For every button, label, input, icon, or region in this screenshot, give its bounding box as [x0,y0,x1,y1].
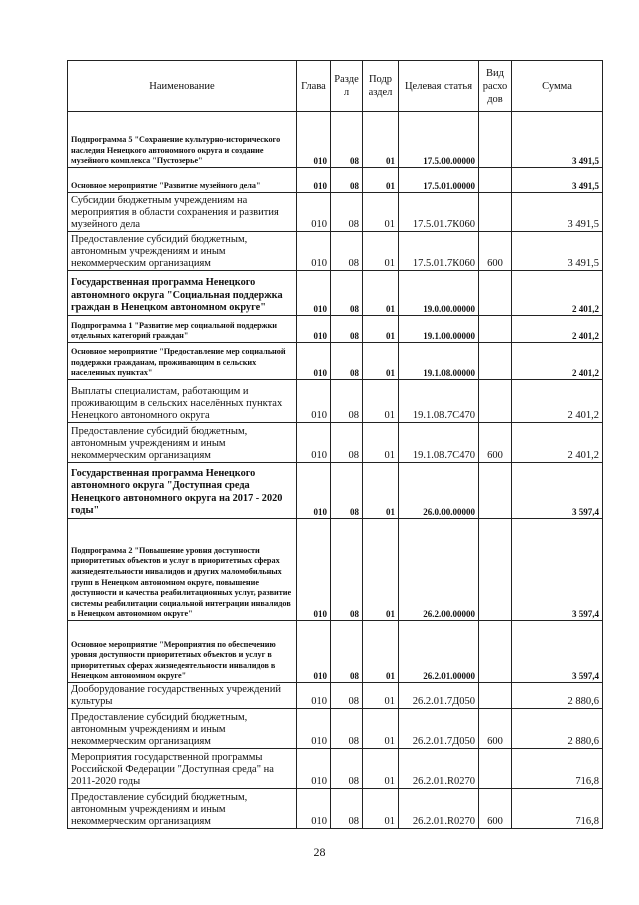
table-row [68,316,603,343]
row-sum: 716,8 [512,789,603,829]
row-sum: 3 597,4 [512,463,603,519]
row-glava: 010 [297,271,331,316]
header-razdel: Разде л [331,61,363,112]
row-sum: 3 491,5 [512,112,603,168]
row-vid [479,112,512,168]
row-target: 26.2.01.7Д050 [399,709,479,749]
row-glava: 010 [297,112,331,168]
row-name: Субсидии бюджетным учреждениям на мероприятия в области сохранения и развития музейного дела [68,193,297,232]
row-vid [479,380,512,423]
row-glava: 010 [297,749,331,789]
row-razdel: 08 [331,343,363,380]
row-podrazdel: 01 [363,621,399,683]
row-glava: 010 [297,709,331,749]
row-vid [479,621,512,683]
row-target: 26.2.01.R0270 [399,749,479,789]
row-name: Подпрограмма 2 "Повышение уровня доступности приоритетных объектов и услуг в приоритетных сферах жизнедеятельности инвалидов и других маломобильных групп в Ненецком автономном округе, повышение доступности и качества реабилитационных услуг, развитие системы реабилитации социальной интеграции инвалидов в Ненецком автономном округе" [68,519,297,621]
table-row [68,193,603,232]
row-name: Выплаты специалистам, работающим и проживающим в сельских населённых пунктах Ненецкого автономного округа [68,380,297,423]
row-target: 26.2.01.7Д050 [399,683,479,709]
row-podrazdel: 01 [363,709,399,749]
row-sum: 2 880,6 [512,709,603,749]
row-target: 19.1.08.7С470 [399,423,479,463]
row-glava: 010 [297,789,331,829]
row-name: Подпрограмма 1 "Развитие мер социальной поддержки отдельных категорий граждан" [68,316,297,343]
header-sum: Сумма [512,61,603,112]
row-vid [479,316,512,343]
row-podrazdel: 01 [363,423,399,463]
row-target: 17.5.01.7К060 [399,232,479,271]
table-header-row [68,61,603,112]
table-row [68,519,603,621]
row-vid: 600 [479,709,512,749]
row-vid: 600 [479,423,512,463]
row-name: Дооборудование государственных учреждений культуры [68,683,297,709]
row-target: 26.2.01.00000 [399,621,479,683]
header-vid: Вид расхо дов [479,61,512,112]
row-vid [479,749,512,789]
row-target: 26.2.00.00000 [399,519,479,621]
row-podrazdel: 01 [363,316,399,343]
table-row [68,380,603,423]
row-target: 17.5.01.7К060 [399,193,479,232]
table-row [68,112,603,168]
header-podrazdel: Подр аздел [363,61,399,112]
row-vid: 600 [479,789,512,829]
table-row [68,621,603,683]
row-razdel: 08 [331,271,363,316]
row-glava: 010 [297,168,331,193]
row-sum: 3 491,5 [512,193,603,232]
table-row [68,709,603,749]
row-target: 26.2.01.R0270 [399,789,479,829]
row-razdel: 08 [331,112,363,168]
row-podrazdel: 01 [363,463,399,519]
row-target: 17.5.00.00000 [399,112,479,168]
row-target: 19.1.08.00000 [399,343,479,380]
table-row [68,463,603,519]
row-name: Предоставление субсидий бюджетным, автономным учреждениям и иным некоммерческим организациям [68,789,297,829]
row-podrazdel: 01 [363,112,399,168]
row-podrazdel: 01 [363,168,399,193]
table-row [68,232,603,271]
row-target: 19.1.00.00000 [399,316,479,343]
row-glava: 010 [297,316,331,343]
row-glava: 010 [297,232,331,271]
row-podrazdel: 01 [363,519,399,621]
row-razdel: 08 [331,423,363,463]
row-razdel: 08 [331,380,363,423]
row-name: Государственная программа Ненецкого автономного округа "Доступная среда Ненецкого автономного округа на 2017 - 2020 годы" [68,463,297,519]
row-glava: 010 [297,621,331,683]
table-row [68,749,603,789]
row-name: Основное мероприятие "Предоставление мер социальной поддержки гражданам, проживающим в сельских населенных пунктах" [68,343,297,380]
row-podrazdel: 01 [363,789,399,829]
row-name: Государственная программа Ненецкого автономного округа "Социальная поддержка граждан в Ненецком автономном округе" [68,271,297,316]
row-glava: 010 [297,380,331,423]
row-sum: 3 597,4 [512,519,603,621]
row-podrazdel: 01 [363,343,399,380]
row-razdel: 08 [331,519,363,621]
row-podrazdel: 01 [363,749,399,789]
table-row [68,343,603,380]
header-target: Целевая статья [399,61,479,112]
row-name: Основное мероприятие "Развитие музейного дела" [68,168,297,193]
table-row [68,423,603,463]
row-sum: 2 401,2 [512,380,603,423]
row-razdel: 08 [331,621,363,683]
row-podrazdel: 01 [363,232,399,271]
row-razdel: 08 [331,316,363,343]
row-razdel: 08 [331,232,363,271]
row-target: 17.5.01.00000 [399,168,479,193]
row-podrazdel: 01 [363,193,399,232]
row-sum: 2 401,2 [512,271,603,316]
row-vid [479,168,512,193]
row-podrazdel: 01 [363,380,399,423]
row-glava: 010 [297,463,331,519]
row-glava: 010 [297,683,331,709]
row-glava: 010 [297,193,331,232]
row-razdel: 08 [331,193,363,232]
row-podrazdel: 01 [363,683,399,709]
row-sum: 716,8 [512,749,603,789]
table-row [68,271,603,316]
row-vid [479,463,512,519]
row-sum: 2 880,6 [512,683,603,709]
row-sum: 2 401,2 [512,343,603,380]
row-sum: 3 491,5 [512,168,603,193]
row-sum: 3 491,5 [512,232,603,271]
row-vid [479,193,512,232]
row-vid [479,519,512,621]
row-razdel: 08 [331,789,363,829]
row-razdel: 08 [331,463,363,519]
budget-table [67,60,603,829]
row-name: Предоставление субсидий бюджетным, автономным учреждениям и иным некоммерческим организациям [68,709,297,749]
row-target: 19.1.08.7С470 [399,380,479,423]
row-name: Предоставление субсидий бюджетным, автономным учреждениям и иным некоммерческим организациям [68,423,297,463]
row-razdel: 08 [331,168,363,193]
row-name: Предоставление субсидий бюджетным, автономным учреждениям и иным некоммерческим организациям [68,232,297,271]
table-row [68,683,603,709]
row-vid [479,343,512,380]
table-row [68,168,603,193]
table-row [68,789,603,829]
row-name: Подпрограмма 5 "Сохранение культурно-исторического наследия Ненецкого автономного округа и создание музейного комплекса "Пустозерье" [68,112,297,168]
row-podrazdel: 01 [363,271,399,316]
row-sum: 2 401,2 [512,316,603,343]
row-vid: 600 [479,232,512,271]
row-glava: 010 [297,343,331,380]
row-target: 19.0.00.00000 [399,271,479,316]
row-razdel: 08 [331,749,363,789]
row-vid [479,683,512,709]
row-target: 26.0.00.00000 [399,463,479,519]
row-glava: 010 [297,519,331,621]
row-razdel: 08 [331,683,363,709]
row-name: Основное мероприятие "Мероприятия по обеспечению уровня доступности приоритетных объектов и услуг в приоритетных сферах жизнедеятельности инвалидов в Ненецком автономном округе" [68,621,297,683]
row-vid [479,271,512,316]
header-name: Наименование [68,61,297,112]
header-glava: Глава [297,61,331,112]
row-glava: 010 [297,423,331,463]
page-number: 28 [313,845,326,859]
row-sum: 3 597,4 [512,621,603,683]
row-name: Мероприятия государственной программы Российской Федерации "Доступная среда" на 2011-2020 годы [68,749,297,789]
row-razdel: 08 [331,709,363,749]
row-sum: 2 401,2 [512,423,603,463]
